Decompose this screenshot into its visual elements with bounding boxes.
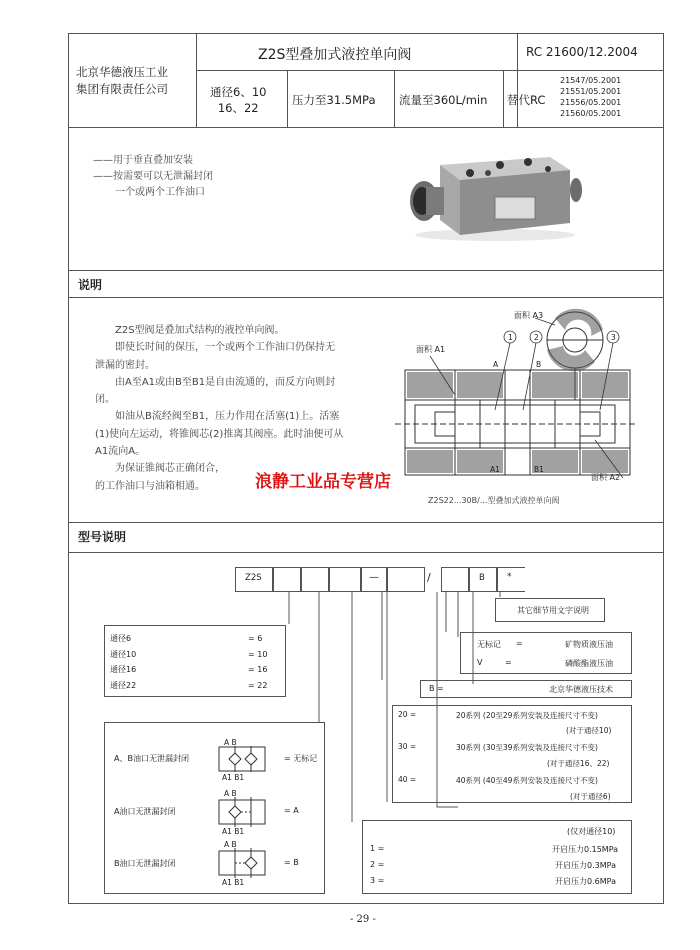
section-divider <box>68 552 664 553</box>
port-top-label: A B <box>224 789 237 798</box>
description-line: 的工作油口与油箱相通。 <box>95 480 205 492</box>
port-label: B1 <box>534 465 544 474</box>
series-note: (对于通径16、22) <box>547 759 610 768</box>
spring-code: 1 = <box>370 844 385 853</box>
port-label: A <box>493 360 499 369</box>
header-col-line <box>287 70 288 127</box>
check-valve-symbol-a <box>218 797 266 827</box>
seal-option-text: A、B油口无泄漏封闭 <box>114 754 189 763</box>
port-label: B <box>536 360 542 369</box>
description-line: 闭。 <box>95 394 115 406</box>
spring-code: 3 = <box>370 876 385 885</box>
replaces-code: 21551/05.2001 <box>560 87 622 96</box>
valve-photo <box>400 135 585 245</box>
doc-title: Z2S型叠加式液控单向阀 <box>258 47 412 63</box>
nominal-size-line: 通径6、10 <box>210 85 267 99</box>
spring-value: 开启压力0.3MPa <box>555 861 616 870</box>
code-cell-text: / <box>427 571 431 584</box>
header-col-line <box>503 70 504 127</box>
area-a3-label: 面积 A3 <box>514 311 544 320</box>
replaces-code: 21560/05.2001 <box>560 109 622 118</box>
size-values <box>248 631 267 693</box>
series-code: 30 = <box>398 742 417 751</box>
size-label: 通径6 <box>110 634 132 643</box>
code-cell <box>301 567 329 592</box>
feature-item: ——按需要可以无泄漏封闭 <box>93 171 213 182</box>
series-note: (对于通径10) <box>566 726 612 735</box>
company-line: 集团有限责任公司 <box>76 82 168 96</box>
replaces-code: 21547/05.2001 <box>560 76 622 85</box>
size-value: = 22 <box>248 680 268 690</box>
b-tech-code: B = <box>429 684 444 693</box>
series-note: (对于通径6) <box>570 792 611 801</box>
seal-option-value: = 无标记 <box>284 754 318 763</box>
spring-note: (仅对通径10) <box>567 827 616 836</box>
size-label: 通径10 <box>110 649 137 659</box>
fluid-eq: = <box>505 658 512 667</box>
port-bottom-label: A1 B1 <box>222 878 245 887</box>
description-line: 即使长时间的保压，一个或两个工作油口仍保持无 <box>115 342 335 354</box>
replaces-label: 替代RC <box>507 93 546 107</box>
code-cell-text: * <box>507 572 512 582</box>
description-line: 由A至A1或由B至B1是自由流通的，而反方向则封 <box>115 376 336 388</box>
replaces-code: 21556/05.2001 <box>560 98 622 107</box>
description-line: (1)使向左运动，将锥阀芯(2)推离其阀座。此时油便可从 <box>95 428 344 440</box>
check-valve-symbol-b <box>218 848 266 878</box>
model-heading: 型号说明 <box>78 530 127 544</box>
code-cell-text: B <box>479 573 485 583</box>
company-name <box>76 64 168 98</box>
flow-spec: 流量至360L/min <box>399 93 488 107</box>
spring-value: 开启压力0.15MPa <box>552 845 619 854</box>
circled-number: 2 <box>534 333 539 342</box>
port-bottom-label: A1 B1 <box>222 773 245 782</box>
header-col-line <box>517 33 518 127</box>
fluid-code: V <box>477 658 483 667</box>
description-line: 如油从B流经阀至B1，压力作用在活塞(1)上。活塞 <box>115 411 340 423</box>
circled-number: 3 <box>611 333 616 342</box>
nominal-size <box>210 84 266 116</box>
header-bottom-line <box>68 127 664 128</box>
area-a1-label: 面积 A1 <box>416 345 446 354</box>
pressure-spec: 压力至31.5MPa <box>292 93 376 107</box>
size-value: = 10 <box>248 649 268 659</box>
valve-section-drawing <box>395 300 660 510</box>
company-line: 北京华德液压工业 <box>76 65 168 79</box>
port-label: A1 <box>490 465 500 474</box>
rc-code: RC 21600/12.2004 <box>526 45 638 59</box>
series-code: 20 = <box>398 710 417 719</box>
spring-code: 2 = <box>370 860 385 869</box>
spring-value: 开启压力0.6MPa <box>555 877 616 886</box>
header-col-line <box>394 70 395 127</box>
feature-item: ——用于垂直叠加安装 <box>93 155 193 166</box>
feature-item: 一个或两个工作油口 <box>115 187 205 198</box>
section-divider <box>68 270 664 271</box>
size-label: 通径16 <box>110 665 137 674</box>
fluid-value: 矿物质液压油 <box>565 640 613 649</box>
shop-watermark: 浪静工业品专营店 <box>255 472 391 492</box>
check-valve-symbol-ab <box>218 746 266 772</box>
series-text: 20系列 (20至29系列安装及连接尺寸不变) <box>456 711 598 720</box>
size-value: = 16 <box>248 665 268 674</box>
b-tech-value: 北京华德液压技术 <box>549 685 613 694</box>
other-details-text: 其它细节用文字说明 <box>517 606 589 615</box>
area-a2-label: 面积 A2 <box>591 473 621 482</box>
seal-option-text: B油口无泄漏封闭 <box>114 859 176 868</box>
header-col-line <box>196 33 197 127</box>
code-cell <box>329 567 361 592</box>
circled-number: 1 <box>508 333 513 342</box>
port-bottom-label: A1 B1 <box>222 827 245 836</box>
figure-caption: Z2S22...30B/...型叠加式液控单向阀 <box>428 496 560 505</box>
seal-option-text: A油口无泄漏封闭 <box>114 807 176 816</box>
seal-option-value: = B <box>284 858 299 867</box>
section-divider <box>68 522 664 523</box>
fluid-eq: = <box>516 639 523 648</box>
description-line: A1流向A。 <box>95 446 146 458</box>
series-text: 30系列 (30至39系列安装及连接尺寸不变) <box>456 743 598 752</box>
header-divider <box>196 70 664 71</box>
description-heading: 说明 <box>78 278 103 292</box>
size-label: 通径22 <box>110 680 137 690</box>
code-cell <box>441 567 469 592</box>
code-cell-text: — <box>369 572 379 583</box>
size-value: = 6 <box>248 634 263 643</box>
series-text: 40系列 (40至49系列安装及连接尺寸不变) <box>456 776 598 785</box>
code-cell <box>387 567 425 592</box>
port-top-label: A B <box>224 840 237 849</box>
replaces-codes <box>560 75 621 119</box>
code-cell-text: Z2S <box>245 573 262 583</box>
seal-option-value: = A <box>284 806 299 815</box>
features-list <box>93 153 213 201</box>
code-cell <box>273 567 301 592</box>
nominal-size-line: 16、22 <box>217 101 259 115</box>
page-number: - 29 - <box>350 914 376 925</box>
section-divider <box>68 297 664 298</box>
description-line: 泄漏的密封。 <box>95 359 155 371</box>
fluid-code: 无标记 <box>477 640 501 649</box>
series-code: 40 = <box>398 775 417 784</box>
fluid-value: 磷酸酯液压油 <box>565 659 613 668</box>
description-line: 为保证锥阀芯正确闭合， <box>115 463 225 475</box>
description-line: Z2S型阀是叠加式结构的液控单向阀。 <box>115 325 285 336</box>
port-top-label: A B <box>224 738 237 747</box>
size-labels <box>110 631 136 693</box>
